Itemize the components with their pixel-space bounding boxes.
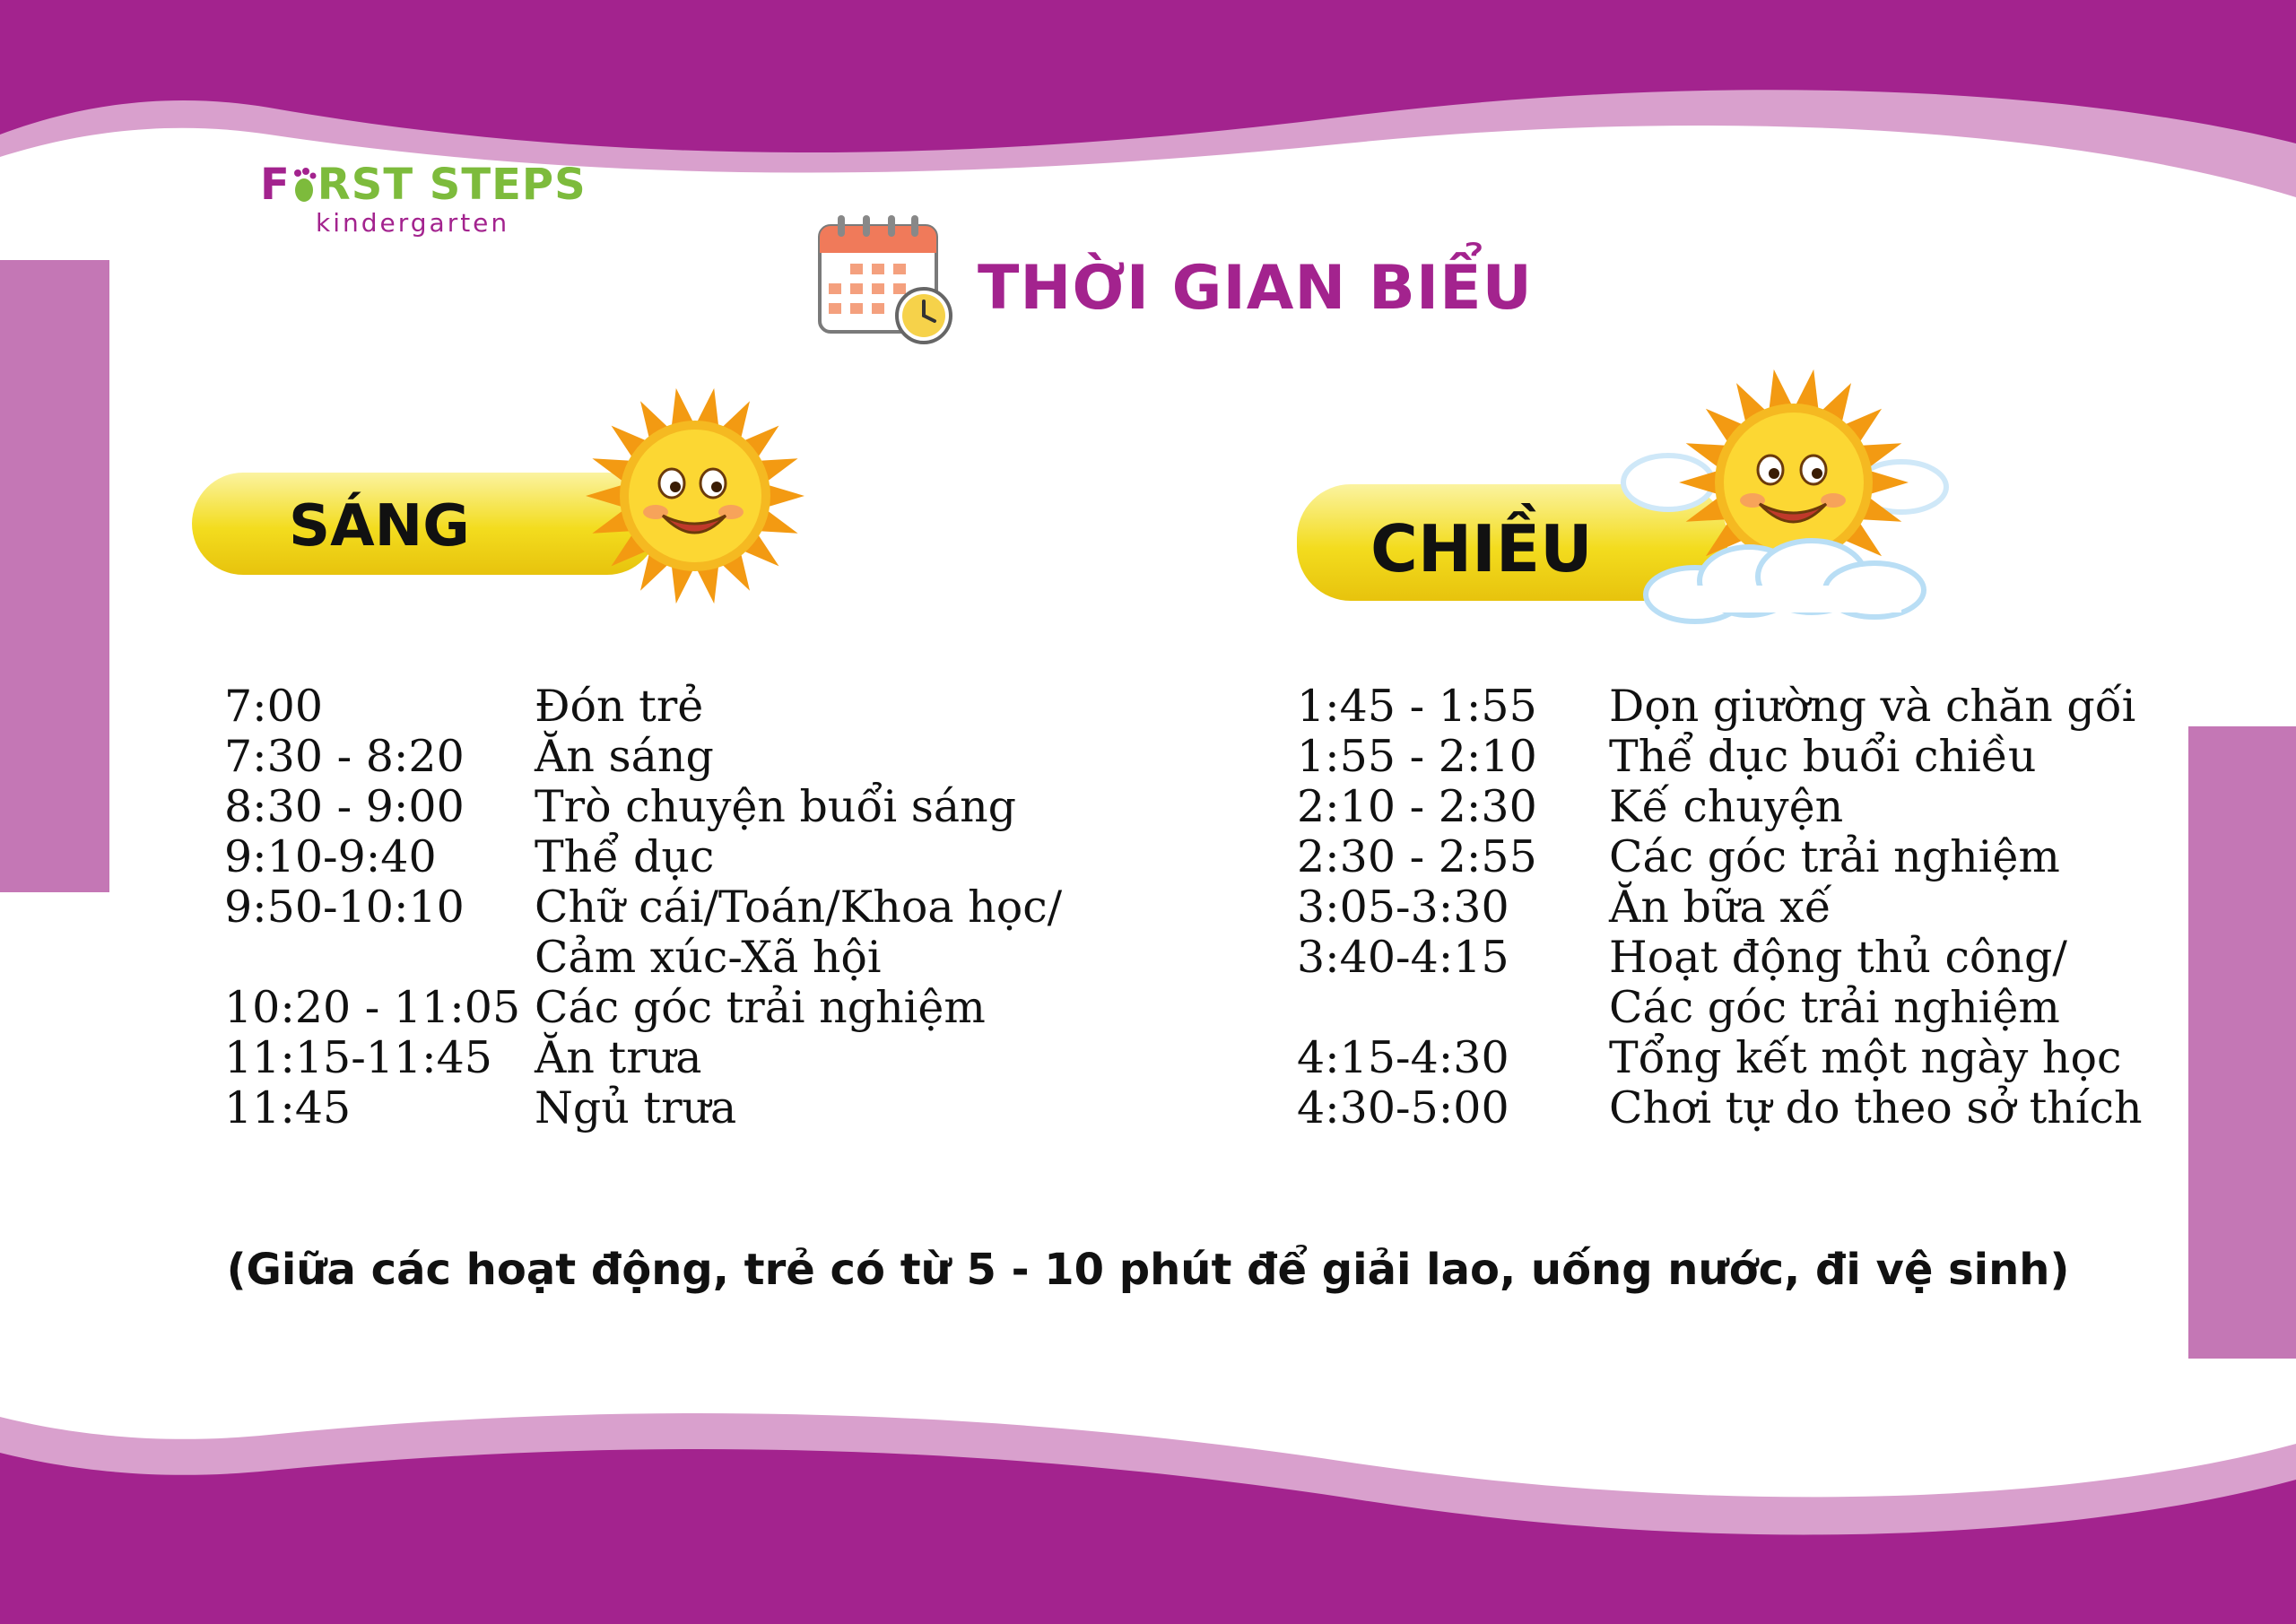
schedule-time: 7:00 bbox=[224, 681, 324, 732]
schedule-time: 2:30 - 2:55 bbox=[1297, 831, 1537, 882]
schedule-time: 4:15-4:30 bbox=[1297, 1032, 1509, 1083]
schedule-activity: Thể dục buổi chiều bbox=[1609, 731, 2037, 782]
schedule-activity: Ăn trưa bbox=[535, 1032, 702, 1083]
schedule-activity: Các góc trải nghiệm bbox=[1609, 831, 2060, 882]
logo-wordmark bbox=[260, 160, 587, 210]
schedule-time: 7:30 - 8:20 bbox=[224, 731, 465, 782]
schedule-row bbox=[224, 1083, 1121, 1133]
schedule-activity: Hoạt động thủ công/ bbox=[1609, 932, 2067, 983]
schedule-time: 9:50-10:10 bbox=[224, 881, 465, 933]
schedule-time: 1:45 - 1:55 bbox=[1297, 681, 1537, 732]
sun-with-clouds-icon bbox=[1605, 366, 1964, 644]
schedule-time: 1:55 - 2:10 bbox=[1297, 731, 1537, 782]
schedule-activity: Kế chuyện bbox=[1609, 781, 1844, 832]
schedule-row bbox=[224, 782, 1121, 832]
schedule-activity: Trò chuyện buổi sáng bbox=[535, 781, 1016, 832]
schedule-time: 8:30 - 9:00 bbox=[224, 781, 465, 832]
footprint-icon bbox=[291, 160, 317, 210]
schedule-time: 11:15-11:45 bbox=[224, 1032, 492, 1083]
schedule-row bbox=[224, 1033, 1121, 1083]
schedule-row bbox=[224, 832, 1121, 882]
schedule-activity: Tổng kết một ngày học bbox=[1609, 1032, 2122, 1083]
schedule-time: 2:10 - 2:30 bbox=[1297, 781, 1537, 832]
afternoon-label: CHIỀU bbox=[1370, 511, 1593, 586]
footnote: (Giữa các hoạt động, trẻ có từ 5 - 10 phút để giải lao, uống nước, đi vệ sinh) bbox=[226, 1245, 2070, 1295]
schedule-time: 3:40-4:15 bbox=[1297, 932, 1509, 983]
schedule-row bbox=[1297, 682, 2194, 732]
schedule-activity: Cảm xúc-Xã hội bbox=[535, 932, 882, 983]
schedule-time: 4:30-5:00 bbox=[1297, 1082, 1509, 1133]
schedule-time: 10:20 - 11:05 bbox=[224, 982, 521, 1033]
logo-rest: RST STEPS bbox=[317, 160, 587, 210]
schedule-row bbox=[1297, 1083, 2194, 1133]
schedule-row bbox=[1297, 1033, 2194, 1083]
schedule-activity: Chữ cái/Toán/Khoa học/ bbox=[535, 881, 1063, 933]
schedule-row bbox=[1297, 933, 2194, 983]
schedule-row bbox=[1297, 782, 2194, 832]
schedule-activity: Các góc trải nghiệm bbox=[535, 982, 986, 1033]
logo-letter-f: F bbox=[260, 160, 291, 210]
schedule-time: 9:10-9:40 bbox=[224, 831, 437, 882]
schedule-activity: Ăn sáng bbox=[535, 731, 714, 782]
schedule-time: 11:45 bbox=[224, 1082, 352, 1133]
schedule-activity: Ngủ trưa bbox=[535, 1082, 737, 1133]
schedule-row bbox=[1297, 732, 2194, 782]
schedule-activity: Đón trẻ bbox=[535, 681, 704, 732]
schedule-row bbox=[224, 682, 1121, 732]
brand-logo bbox=[260, 160, 587, 240]
morning-label: SÁNG bbox=[289, 493, 470, 560]
schedule-row bbox=[1297, 882, 2194, 933]
calendar-clock-icon bbox=[814, 213, 958, 348]
schedule-activity: Chơi tự do theo sở thích bbox=[1609, 1082, 2143, 1133]
cloud-front-icon bbox=[1646, 541, 1924, 621]
schedule-time: 3:05-3:30 bbox=[1297, 881, 1509, 933]
schedule-activity: Dọn giường và chăn gối bbox=[1609, 681, 2136, 732]
logo-subtitle: kindergarten bbox=[316, 208, 510, 238]
schedule-row bbox=[1297, 983, 2194, 1033]
schedule-row bbox=[224, 882, 1121, 933]
left-side-bar bbox=[0, 260, 109, 892]
schedule-row bbox=[1297, 832, 2194, 882]
sun-icon bbox=[574, 384, 816, 608]
afternoon-schedule bbox=[1297, 682, 2194, 1133]
schedule-activity: Thể dục bbox=[535, 831, 715, 882]
schedule-activity: Ăn bữa xế bbox=[1609, 881, 1832, 933]
morning-schedule bbox=[224, 682, 1121, 1133]
schedule-activity: Các góc trải nghiệm bbox=[1609, 982, 2060, 1033]
bottom-wave-dark bbox=[0, 1449, 2296, 1624]
schedule-row bbox=[224, 732, 1121, 782]
schedule-row bbox=[224, 933, 1121, 983]
page-title: THỜI GIAN BIỂU bbox=[978, 253, 1533, 324]
schedule-row bbox=[224, 983, 1121, 1033]
